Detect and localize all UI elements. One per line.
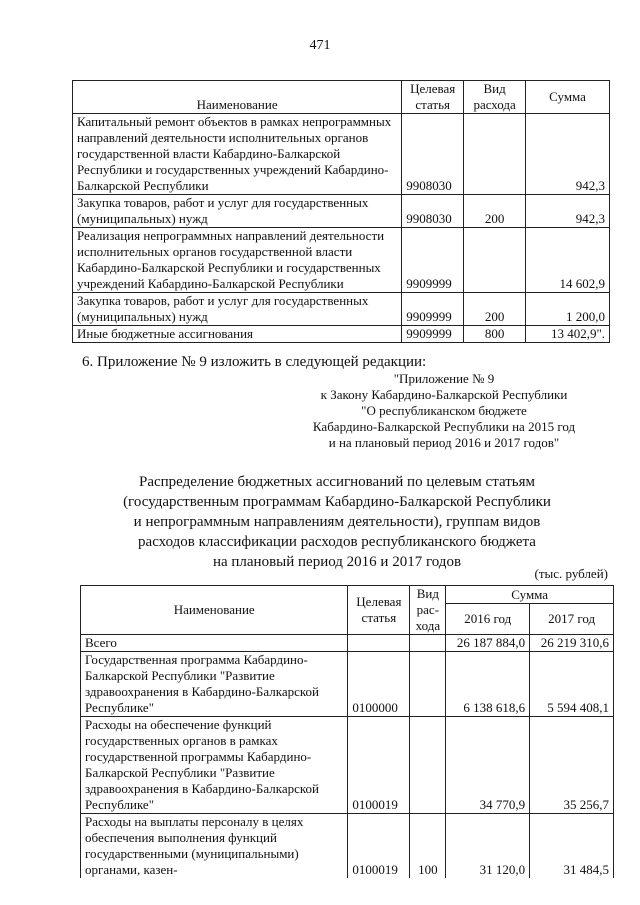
table-row — [81, 635, 614, 652]
row-sum-2016: 34 770,9 — [446, 717, 530, 814]
budget-table-continued — [72, 80, 610, 343]
row-sum-2017: 31 484,5 — [530, 814, 614, 879]
header-sum: Сумма — [526, 81, 610, 114]
row-type: 200 — [464, 195, 526, 228]
row-sum-2017: 5 594 408,1 — [530, 652, 614, 717]
header-code: Целевая статья — [348, 586, 410, 635]
table-row — [81, 717, 614, 814]
amendment-paragraph: 6. Приложение № 9 изложить в следующей редакции: — [82, 354, 427, 370]
row-code: 0100000 — [348, 652, 410, 717]
row-type: 100 — [410, 814, 446, 879]
header-type: Вид расхода — [464, 81, 526, 114]
appendix-line: "Приложение № 9 — [393, 371, 495, 386]
row-type — [464, 114, 526, 195]
table-header-row — [81, 586, 614, 604]
header-name: Наименование — [73, 81, 402, 114]
table-row — [81, 814, 614, 879]
row-name: Расходы на обеспечение функций государственных органов в рамках государственной программы Кабардино-Балкарской Республики "Развитие здравоохранения в Кабардино-Балкарской Республике" — [81, 717, 348, 814]
row-type: 200 — [464, 293, 526, 326]
row-code: 9908030 — [402, 195, 464, 228]
row-sum: 942,3 — [526, 114, 610, 195]
row-sum: 13 402,9". — [526, 326, 610, 343]
row-name: Капитальный ремонт объектов в рамках непрограммных направлений деятельности исполнительных органов государственной власти Кабардино-Балкарской Республики и государственных учреждений Кабардино-Балкарской Республики — [73, 114, 402, 195]
row-type — [464, 228, 526, 293]
row-sum-2017: 35 256,7 — [530, 717, 614, 814]
header-type: Вид рас-хода — [410, 586, 446, 635]
title-line: Распределение бюджетных ассигнований по целевым статьям — [139, 474, 535, 490]
table-row — [73, 228, 610, 293]
row-code: 0100019 — [348, 717, 410, 814]
title-line: расходов классификации расходов республиканского бюджета — [138, 534, 536, 550]
appendix-line: к Закону Кабардино-Балкарской Республики — [320, 387, 568, 402]
row-name: Закупка товаров, работ и услуг для государственных (муниципальных) нужд — [73, 293, 402, 326]
row-type — [410, 635, 446, 652]
row-code — [348, 635, 410, 652]
row-sum: 1 200,0 — [526, 293, 610, 326]
row-name: Закупка товаров, работ и услуг для государственных (муниципальных) нужд — [73, 195, 402, 228]
page-number: 471 — [309, 38, 331, 53]
header-name: Наименование — [81, 586, 348, 635]
appendix-line: "О республиканском бюджете — [361, 403, 527, 418]
row-type — [410, 717, 446, 814]
row-sum-2016: 26 187 884,0 — [446, 635, 530, 652]
row-code: 9909999 — [402, 228, 464, 293]
budget-table-2016-2017 — [80, 585, 614, 878]
appendix-line: Кабардино-Балкарской Республики на 2015 год — [312, 419, 576, 434]
row-sum-2016: 6 138 618,6 — [446, 652, 530, 717]
row-name: Расходы на выплаты персоналу в целях обеспечения выполнения функций государственными (муниципальными) органами, казен- — [81, 814, 348, 879]
row-name: Всего — [81, 635, 348, 652]
title-line: и непрограммным направлениям деятельности), группам видов — [133, 514, 541, 530]
row-name: Государственная программа Кабардино-Балкарской Республики "Развитие здравоохранения в Кабардино-Балкарской Республике" — [81, 652, 348, 717]
title-line: (государственным программам Кабардино-Балкарской Республики — [123, 494, 551, 510]
row-code: 0100019 — [348, 814, 410, 879]
row-sum: 942,3 — [526, 195, 610, 228]
row-sum-2017: 26 219 310,6 — [530, 635, 614, 652]
header-2016: 2016 год — [446, 604, 530, 635]
row-name: Иные бюджетные ассигнования — [73, 326, 402, 343]
row-code: 9909999 — [402, 326, 464, 343]
header-code: Целевая статья — [402, 81, 464, 114]
appendix-line: и на плановый период 2016 и 2017 годов" — [328, 435, 560, 450]
table-row — [73, 114, 610, 195]
row-sum: 14 602,9 — [526, 228, 610, 293]
row-name: Реализация непрограммных направлений деятельности исполнительных органов государственной власти Кабардино-Балкарской Республики и государственных учреждений Кабардино-Балкарской Республики — [73, 228, 402, 293]
table-row — [73, 293, 610, 326]
row-type — [410, 652, 446, 717]
header-2017: 2017 год — [530, 604, 614, 635]
title-line: на плановый период 2016 и 2017 годов — [212, 554, 462, 570]
header-sum: Сумма — [446, 586, 614, 604]
table-header-row — [73, 81, 610, 114]
row-code: 9908030 — [402, 114, 464, 195]
appendix-header — [284, 371, 604, 451]
table-row — [73, 326, 610, 343]
row-type: 800 — [464, 326, 526, 343]
units-label: (тыс. рублей) — [534, 566, 608, 581]
row-code: 9909999 — [402, 293, 464, 326]
table-row — [73, 195, 610, 228]
row-sum-2016: 31 120,0 — [446, 814, 530, 879]
table-row — [81, 652, 614, 717]
document-title — [80, 472, 594, 572]
